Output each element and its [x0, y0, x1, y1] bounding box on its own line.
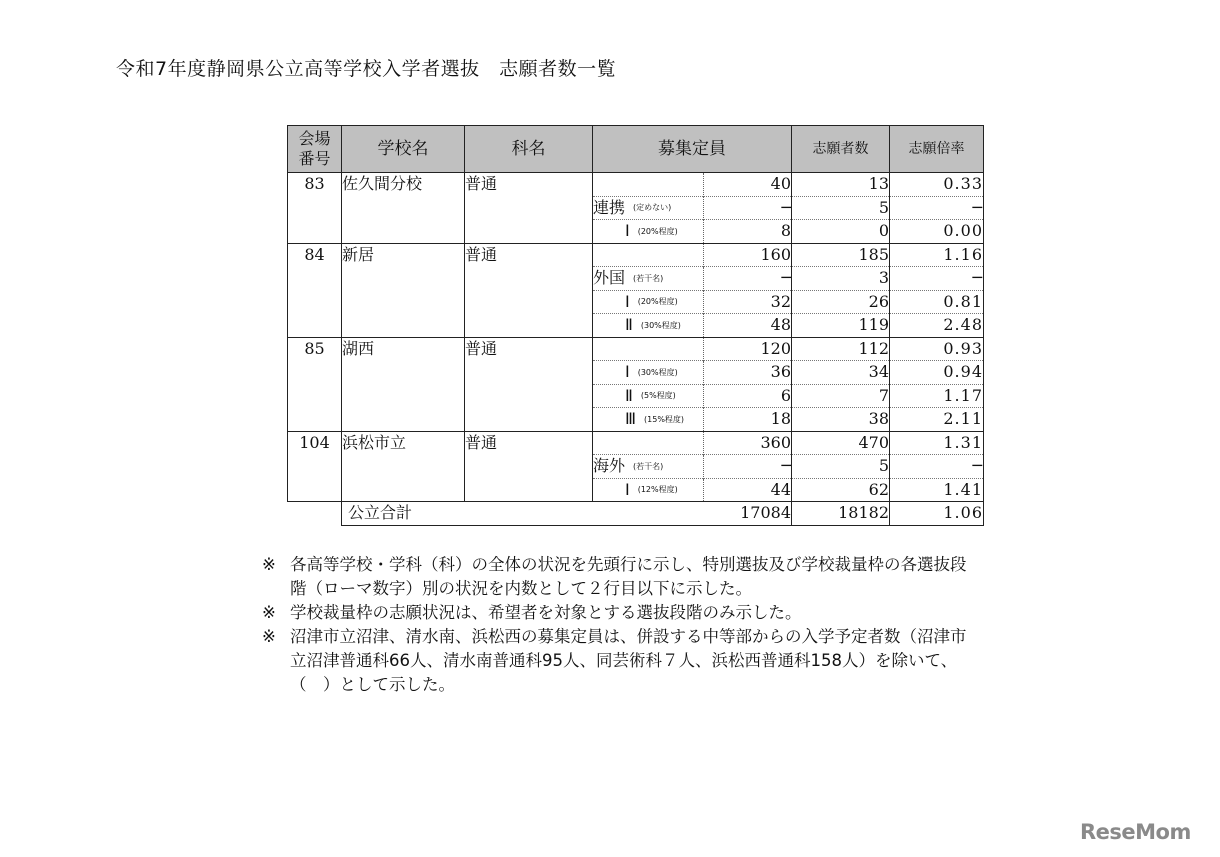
applicants-cell: 3	[792, 267, 890, 291]
total-capacity: 17084	[704, 502, 792, 526]
table-row	[288, 267, 984, 291]
page-title: 令和7年度静岡県公立高等学校入学者選抜 志願者数一覧	[116, 58, 617, 80]
selection-type-cell	[593, 267, 704, 291]
venue-no-cell	[288, 267, 342, 291]
selection-type-label: Ⅲ	[625, 409, 637, 428]
capacity-cell: 18	[704, 408, 792, 432]
selection-type-cell	[593, 290, 704, 314]
course-cell	[465, 384, 593, 408]
capacity-cell: 360	[704, 431, 792, 455]
selection-type-label: Ⅰ	[625, 221, 630, 240]
applicants-cell: 112	[792, 337, 890, 361]
applicants-table	[287, 125, 984, 526]
course-cell	[465, 267, 593, 291]
selection-type-label: Ⅱ	[625, 385, 633, 405]
capacity-cell: ─	[704, 455, 792, 479]
ratio-cell: ─	[890, 455, 984, 479]
venue-no-cell	[288, 384, 342, 408]
table-row	[288, 478, 984, 502]
applicants-cell: 13	[792, 173, 890, 197]
selection-type-cell	[593, 243, 704, 267]
ratio-cell: 1.31	[890, 431, 984, 455]
selection-type-note: (若干名)	[633, 461, 664, 471]
capacity-cell: 160	[704, 243, 792, 267]
course-cell	[465, 290, 593, 314]
school-cell	[342, 478, 465, 502]
capacity-cell: 8	[704, 220, 792, 244]
selection-type-cell	[593, 478, 704, 502]
ratio-cell: 2.11	[890, 408, 984, 432]
applicants-cell: 34	[792, 361, 890, 385]
capacity-cell: ─	[704, 196, 792, 220]
table-row	[288, 337, 984, 361]
selection-type-cell	[593, 431, 704, 455]
course-cell	[465, 314, 593, 338]
total-ratio: 1.06	[890, 502, 984, 526]
venue-no-cell	[288, 478, 342, 502]
school-cell	[342, 220, 465, 244]
venue-no-cell	[288, 314, 342, 338]
applicants-cell: 7	[792, 384, 890, 408]
header-ratio: 志願倍率	[890, 126, 984, 173]
resemom-logo: ReseMom	[1080, 820, 1191, 844]
selection-type-label: 外国	[593, 268, 626, 287]
capacity-cell: 36	[704, 361, 792, 385]
capacity-cell: 40	[704, 173, 792, 197]
table-row	[288, 314, 984, 338]
applicants-cell: 119	[792, 314, 890, 338]
selection-type-note: (20%程度)	[637, 226, 678, 236]
selection-type-note: (定めない)	[633, 203, 672, 212]
school-cell: 湖西	[342, 337, 465, 361]
course-cell	[465, 361, 593, 385]
course-cell	[465, 196, 593, 220]
capacity-cell: 48	[704, 314, 792, 338]
ratio-cell: 1.16	[890, 243, 984, 267]
table-row	[288, 384, 984, 408]
selection-type-cell	[593, 408, 704, 432]
course-cell: 普通	[465, 337, 593, 361]
capacity-cell: 44	[704, 478, 792, 502]
school-cell	[342, 361, 465, 385]
selection-type-label: Ⅱ	[625, 315, 633, 334]
capacity-cell: ─	[704, 267, 792, 291]
course-cell	[465, 408, 593, 432]
ratio-cell: 0.81	[890, 290, 984, 314]
ratio-cell: 0.00	[890, 220, 984, 244]
ratio-cell: ─	[890, 196, 984, 220]
venue-no-cell: 84	[288, 243, 342, 267]
selection-type-note: (5%程度)	[640, 391, 676, 400]
footnote: ※ 沼津市立沼津、清水南、浜松西の募集定員は、併設する中等部からの入学予定者数（沼津市立沼津普通科66人、清水南普通科95人、同芸術科７人、浜松西普通科158人）を除いて、（ ）として示した。	[262, 627, 967, 694]
school-cell	[342, 314, 465, 338]
selection-type-cell	[593, 173, 704, 197]
selection-type-label: Ⅰ	[625, 479, 630, 499]
table-row	[288, 408, 984, 432]
selection-type-note: (30%程度)	[637, 367, 678, 377]
selection-type-label: Ⅰ	[625, 291, 630, 311]
table-row	[288, 173, 984, 197]
total-label: 公立合計	[342, 502, 704, 526]
venue-no-cell: 83	[288, 173, 342, 197]
school-cell	[342, 267, 465, 291]
course-cell: 普通	[465, 431, 593, 455]
venue-no-cell	[288, 455, 342, 479]
total-applicants: 18182	[792, 502, 890, 526]
selection-type-cell	[593, 384, 704, 408]
course-cell: 普通	[465, 243, 593, 267]
applicants-cell: 38	[792, 408, 890, 432]
venue-no-cell	[288, 220, 342, 244]
selection-type-note: (15%程度)	[644, 414, 685, 424]
applicants-cell: 5	[792, 196, 890, 220]
applicants-cell: 5	[792, 455, 890, 479]
venue-no-cell: 85	[288, 337, 342, 361]
venue-no-cell	[288, 290, 342, 314]
school-cell	[342, 408, 465, 432]
course-cell: 普通	[465, 173, 593, 197]
header-capacity: 募集定員	[593, 126, 792, 173]
course-cell	[465, 455, 593, 479]
school-cell: 佐久間分校	[342, 173, 465, 197]
applicants-cell: 470	[792, 431, 890, 455]
capacity-cell: 32	[704, 290, 792, 314]
header-row	[288, 126, 984, 173]
ratio-cell: 1.41	[890, 478, 984, 502]
table-row	[288, 431, 984, 455]
ratio-cell: 1.17	[890, 384, 984, 408]
school-cell	[342, 455, 465, 479]
applicants-cell: 185	[792, 243, 890, 267]
header-applicants: 志願者数	[792, 126, 890, 173]
venue-no-cell: 104	[288, 431, 342, 455]
table-row	[288, 455, 984, 479]
selection-type-label: 海外	[593, 456, 626, 475]
selection-type-cell	[593, 361, 704, 385]
ratio-cell: ─	[890, 267, 984, 291]
total-row	[288, 502, 984, 526]
applicants-cell: 0	[792, 220, 890, 244]
header-school: 学校名	[342, 126, 465, 173]
selection-type-cell	[593, 220, 704, 244]
selection-type-cell	[593, 455, 704, 479]
ratio-cell: 0.94	[890, 361, 984, 385]
school-cell	[342, 290, 465, 314]
selection-type-note: (12%程度)	[637, 485, 678, 494]
table-row	[288, 290, 984, 314]
applicants-cell: 26	[792, 290, 890, 314]
course-cell	[465, 220, 593, 244]
school-cell: 浜松市立	[342, 431, 465, 455]
header-course: 科名	[465, 126, 593, 173]
selection-type-label: Ⅰ	[625, 362, 630, 381]
venue-no-cell	[288, 196, 342, 220]
footnote: ※ 各高等学校・学科（科）の全体の状況を先頭行に示し、特別選抜及び学校裁量枠の各選抜段階（ローマ数字）別の状況を内数として２行目以下に示した。	[262, 555, 967, 598]
capacity-cell: 6	[704, 384, 792, 408]
ratio-cell: 0.93	[890, 337, 984, 361]
table-row	[288, 220, 984, 244]
selection-type-note: (30%程度)	[640, 320, 681, 330]
table-row	[288, 243, 984, 267]
course-cell	[465, 478, 593, 502]
ratio-cell: 0.33	[890, 173, 984, 197]
ratio-cell: 2.48	[890, 314, 984, 338]
footnote: ※ 学校裁量枠の志願状況は、希望者を対象とする選抜段階のみ示した。	[262, 603, 802, 622]
applicants-cell: 62	[792, 478, 890, 502]
capacity-cell: 120	[704, 337, 792, 361]
selection-type-label: 連携	[593, 197, 626, 217]
selection-type-note: (若干名)	[633, 273, 664, 283]
school-cell	[342, 384, 465, 408]
school-cell	[342, 196, 465, 220]
selection-type-cell	[593, 196, 704, 220]
table-row	[288, 196, 984, 220]
selection-type-note: (20%程度)	[637, 297, 678, 306]
selection-type-cell	[593, 314, 704, 338]
selection-type-cell	[593, 337, 704, 361]
venue-no-cell	[288, 361, 342, 385]
header-venue-no: 会場 番号	[288, 126, 342, 173]
venue-no-cell	[288, 408, 342, 432]
footnotes	[262, 553, 972, 697]
school-cell: 新居	[342, 243, 465, 267]
table-row	[288, 361, 984, 385]
